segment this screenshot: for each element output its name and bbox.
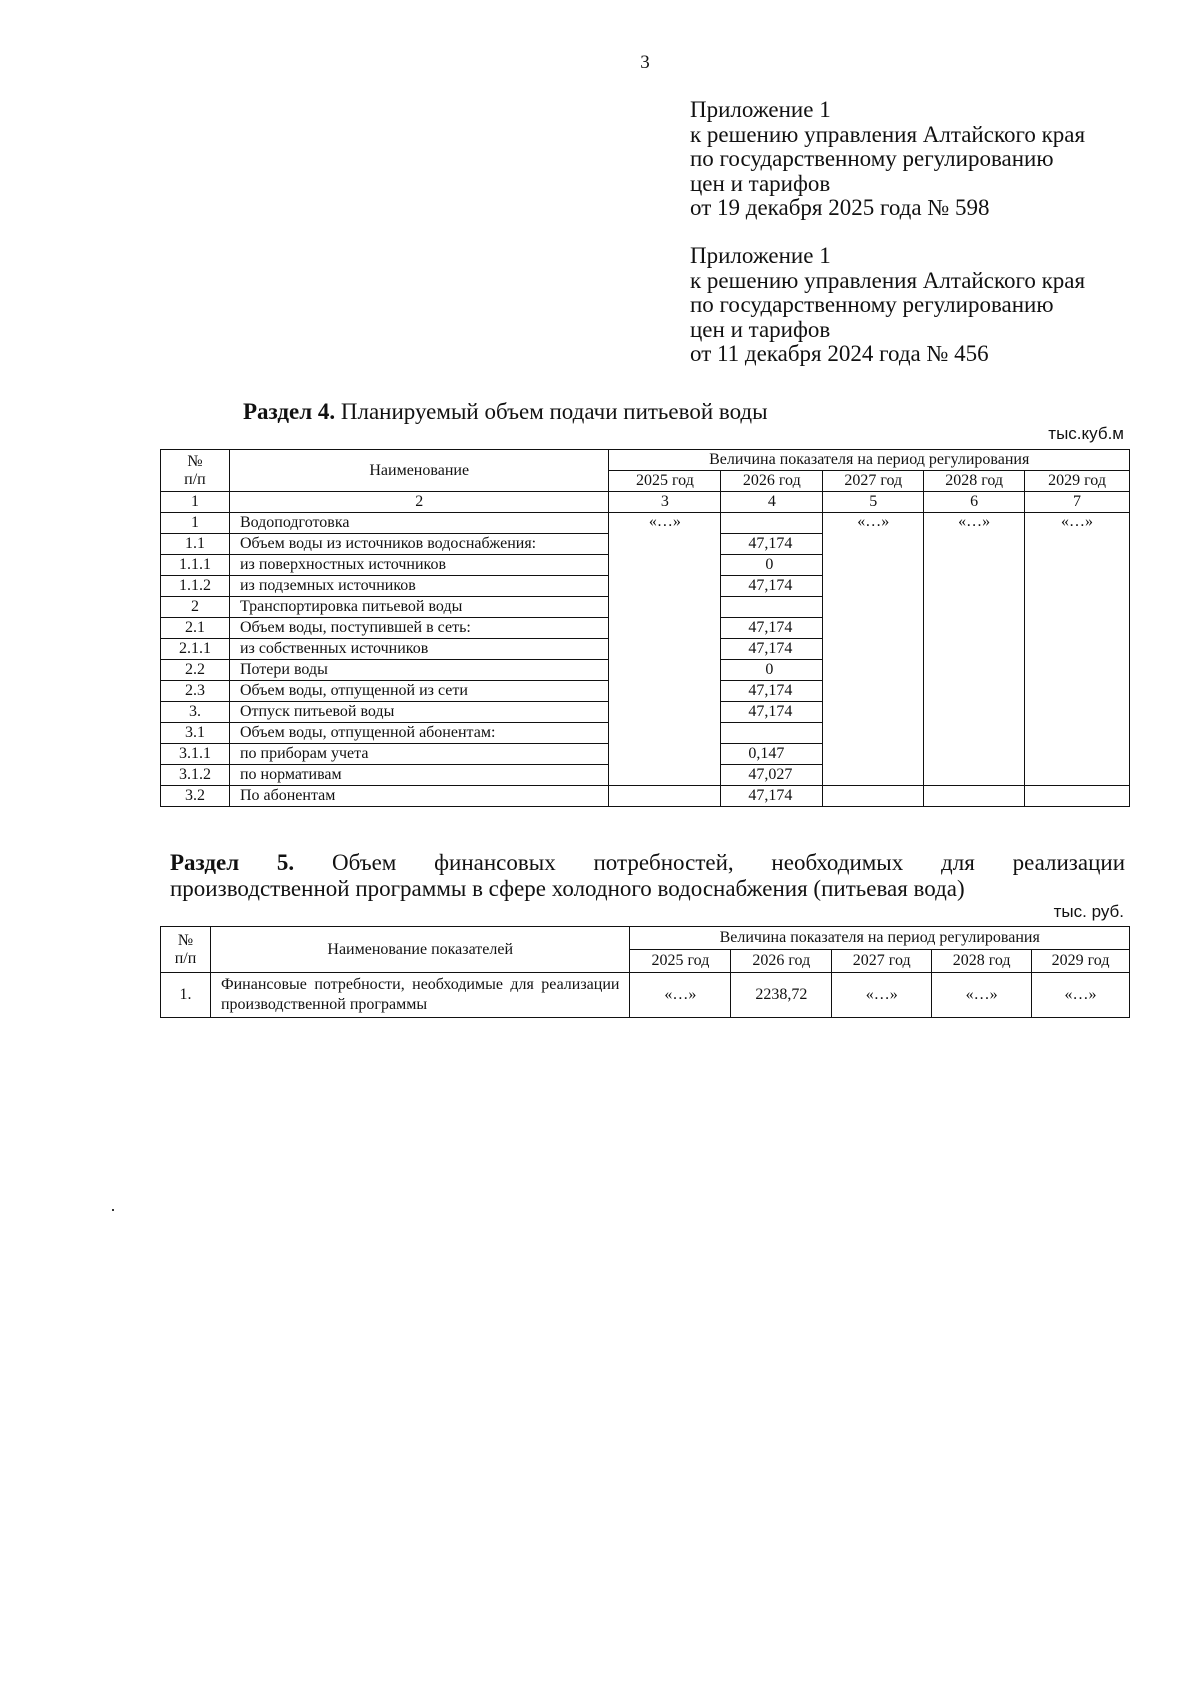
header-year: 2026 год — [731, 950, 832, 973]
header-year: 2029 год — [1025, 471, 1130, 492]
header-year: 2025 год — [609, 471, 721, 492]
header-year: 2026 год — [721, 471, 823, 492]
scan-speck — [112, 1209, 114, 1211]
appendix-line: от 11 декабря 2024 года № 456 — [690, 341, 989, 366]
header-year: 2029 год — [1032, 950, 1130, 973]
table-row: 1 Водоподготовка «…» «…» «…» «…» — [161, 513, 1130, 534]
appendix-line: цен и тарифов — [690, 170, 831, 196]
section-5-unit: тыс. руб. — [1053, 902, 1124, 921]
table-row: 2.3 Объем воды, отпущенной из сети 47,174 — [161, 681, 1130, 702]
table-row: 2 Транспортировка питьевой воды — [161, 597, 1130, 618]
header-year: 2028 год — [932, 950, 1032, 973]
section-4-label: Раздел 4. — [243, 399, 336, 424]
table-row: 2.2 Потери воды 0 — [161, 660, 1130, 681]
header-year: 2027 год — [823, 471, 924, 492]
header-num: № п/п — [161, 927, 211, 973]
header-period: Величина показателя на период регулирования — [609, 450, 1130, 471]
appendix-line: Приложение 1 — [690, 243, 831, 268]
financial-needs-table — [160, 926, 1130, 1018]
appendix-header-current — [690, 98, 1085, 221]
section-4-title-text: Планируемый объем подачи питьевой воды — [335, 399, 768, 424]
section-5-title-line1: Объем финансовых потребностей, необходимых для реализации — [294, 850, 1125, 875]
table-row: 3.2 По абонентам 47,174 — [161, 786, 1130, 807]
table-row: 3. Отпуск питьевой воды 47,174 — [161, 702, 1130, 723]
table-row: 2.1.1 из собственных источников 47,174 — [161, 639, 1130, 660]
page-number: 3 — [640, 52, 650, 73]
table-row: 3.1 Объем воды, отпущенной абонентам: — [161, 723, 1130, 744]
table-row: 1.1 Объем воды из источников водоснабжения: 47,174 — [161, 534, 1130, 555]
header-period: Величина показателя на период регулирования — [630, 927, 1130, 950]
appendix-line: цен и тарифов — [690, 316, 831, 342]
water-supply-volume-table — [160, 449, 1130, 807]
header-year: 2027 год — [832, 950, 932, 973]
table-row: 1. Финансовые потребности, необходимые для реализации производственной программы «…» 2238,72 «…» «…» «…» — [161, 973, 1130, 1018]
header-num: № п/п — [161, 450, 230, 492]
section-4-title — [243, 399, 768, 425]
header-year: 2028 год — [924, 471, 1025, 492]
header-name: Наименование показателей — [210, 927, 630, 973]
section-5-title — [170, 850, 1125, 876]
table-row: 1.1.2 из подземных источников 47,174 — [161, 576, 1130, 597]
appendix-line: по государственному регулированию — [690, 146, 1054, 171]
appendix-line: к решению управления Алтайского края — [690, 121, 1086, 147]
section-5-label: Раздел 5. — [170, 850, 295, 875]
column-number-row: 1 2 3 4 5 6 7 — [161, 492, 1130, 513]
appendix-line: к решению управления Алтайского края — [690, 267, 1086, 293]
appendix-line: по государственному регулированию — [690, 292, 1054, 317]
appendix-header-previous — [690, 244, 1085, 367]
table-row: 2.1 Объем воды, поступившей в сеть: 47,174 — [161, 618, 1130, 639]
table-row: 3.1.1 по приборам учета 0,147 — [161, 744, 1130, 765]
table-row: 1.1.1 из поверхностных источников 0 — [161, 555, 1130, 576]
section-4-unit: тыс.куб.м — [1048, 424, 1124, 443]
header-year: 2025 год — [630, 950, 731, 973]
header-name: Наименование — [229, 450, 609, 492]
table-row: 3.1.2 по нормативам 47,027 — [161, 765, 1130, 786]
appendix-line: Приложение 1 — [690, 97, 831, 122]
appendix-line: от 19 декабря 2025 года № 598 — [690, 195, 990, 220]
section-5-title-line2: производственной программы в сфере холодного водоснабжения (питьевая вода) — [170, 876, 965, 901]
